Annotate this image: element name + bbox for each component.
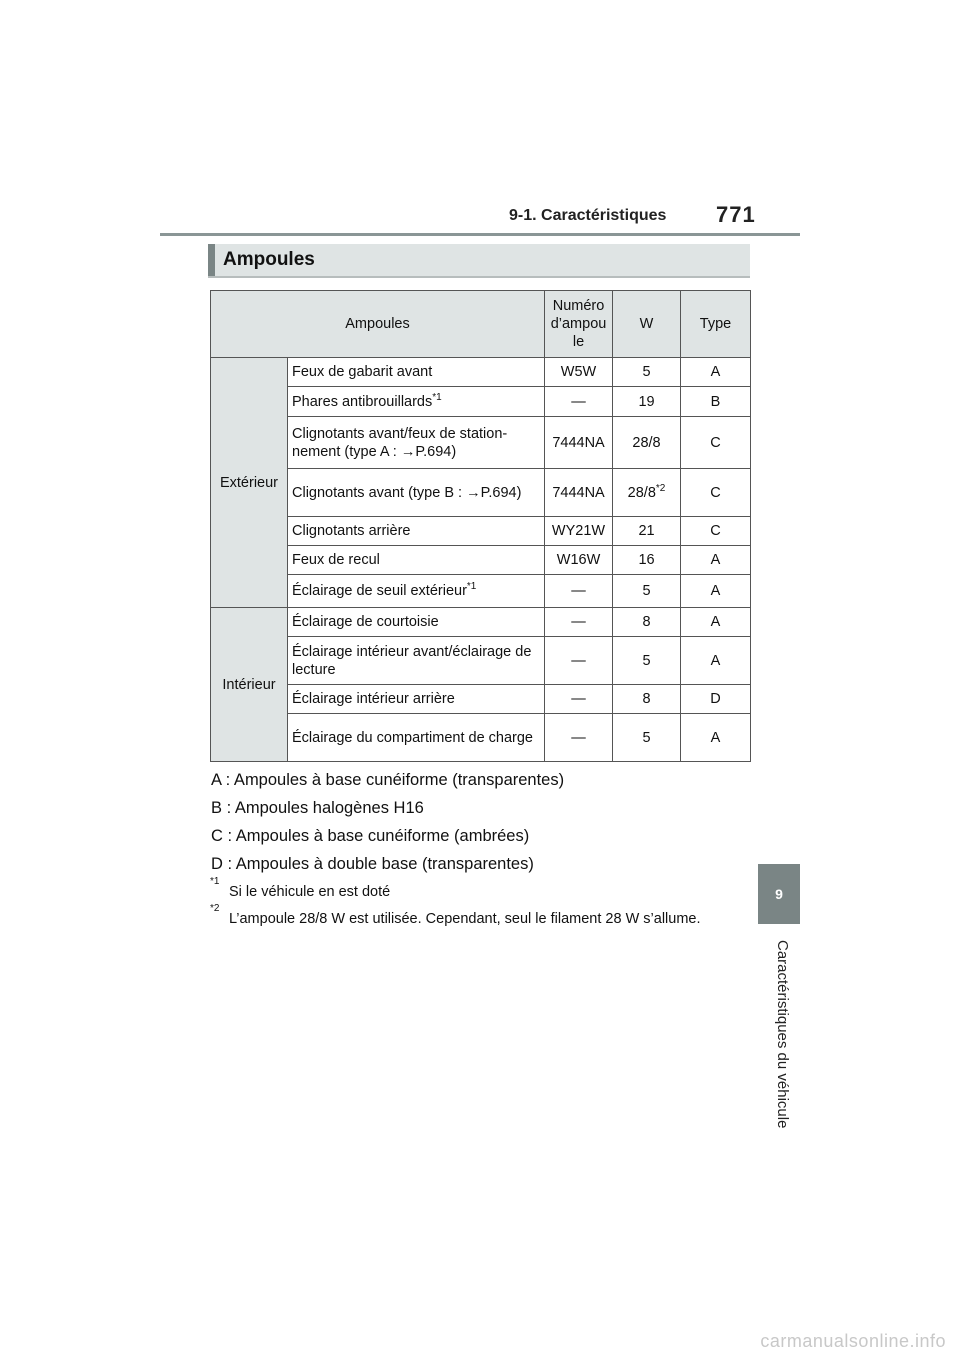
watermark: carmanualsonline.info (760, 1331, 946, 1351)
bulb-name: Feux de recul (288, 546, 545, 575)
legend-c: C : Ampoules à base cunéiforme (ambrées) (211, 827, 530, 845)
bulb-watt: 19 (613, 387, 681, 417)
table-row (211, 637, 751, 685)
bulb-number: 7444NA (545, 469, 613, 517)
header-bulbs: Ampoules (211, 291, 545, 358)
chapter-tab: 9 (758, 864, 800, 924)
chapter-title: Caractéristiques du véhicule (774, 940, 791, 1129)
bulbs-table (210, 290, 751, 762)
bulb-type: D (681, 685, 751, 714)
bulb-type: B (681, 387, 751, 417)
table-row (211, 387, 751, 417)
footnote-2: *2 L’ampoule 28/8 W est utilisée. Cependant, seul le filament 28 W s’allume. (210, 909, 710, 929)
table-row (211, 358, 751, 387)
bulb-watt-cell (613, 469, 681, 517)
bulb-number: 7444NA (545, 417, 613, 469)
bulb-watt: 5 (613, 637, 681, 685)
footnote-1: *1 Si le véhicule en est doté (210, 882, 710, 902)
table-row (211, 417, 751, 469)
table-header-row (211, 291, 751, 358)
header-divider (160, 233, 800, 236)
table-row (211, 608, 751, 637)
table-row (211, 517, 751, 546)
bulb-name: Éclairage de courtoisie (288, 608, 545, 637)
section-title: Ampoules (223, 249, 315, 270)
header-watt: W (613, 291, 681, 358)
bulb-name-cell (288, 387, 545, 417)
table-row (211, 714, 751, 762)
bulb-watt: 8 (613, 608, 681, 637)
table-row (211, 546, 751, 575)
bulb-type: A (681, 575, 751, 608)
bulb-name: Clignotants avant/feux de station-nement (type A : →P.694) (288, 417, 545, 469)
bulb-name: Phares antibrouillards (292, 393, 433, 410)
section-header: 9-1. Caractéristiques (509, 207, 667, 224)
bulb-number: — (545, 637, 613, 685)
bulb-name: Éclairage intérieur avant/éclairage de lecture (288, 637, 545, 685)
group-label-exterior: Extérieur (211, 358, 288, 608)
bulb-type: A (681, 546, 751, 575)
table-row (211, 469, 751, 517)
bulb-number: — (545, 387, 613, 417)
bulb-watt: 5 (613, 358, 681, 387)
bulb-name: Éclairage de seuil extérieur (292, 583, 467, 599)
bulb-type: C (681, 469, 751, 517)
bulb-watt: 28/8 (613, 417, 681, 469)
bulb-type: A (681, 637, 751, 685)
bulb-number: W16W (545, 546, 613, 575)
bulb-watt: 21 (613, 517, 681, 546)
bulb-type: A (681, 608, 751, 637)
bulb-watt: 5 (613, 714, 681, 762)
bulb-type: A (681, 358, 751, 387)
legend-a: A : Ampoules à base cunéiforme (transparentes) (211, 771, 565, 789)
bulb-name: Clignotants avant (type B : →P.694) (288, 469, 545, 517)
bulb-name: Feux de gabarit avant (288, 358, 545, 387)
bulb-type: C (681, 417, 751, 469)
footnote-text: L’ampoule 28/8 W est utilisée. Cependant, seul le filament 28 W s’allume. (229, 911, 701, 927)
bulb-number: — (545, 685, 613, 714)
footnote-mark: *1 (432, 391, 442, 403)
bulb-number: — (545, 575, 613, 608)
bulb-watt: 5 (613, 575, 681, 608)
legend-b: B : Ampoules halogènes H16 (211, 799, 424, 817)
bulb-watt: 28/8 (627, 484, 656, 501)
footnote-text: Si le véhicule en est doté (229, 884, 391, 900)
bulb-watt: 16 (613, 546, 681, 575)
bulb-name: Éclairage intérieur arrière (288, 685, 545, 714)
table-row (211, 575, 751, 608)
bulb-name: Éclairage du compartiment de charge (288, 714, 545, 762)
group-label-interior: Intérieur (211, 608, 288, 762)
section-accent (208, 244, 215, 276)
header-type: Type (681, 291, 751, 358)
section-title-bar (208, 244, 750, 278)
bulb-number: — (545, 608, 613, 637)
bulb-name-cell (288, 575, 545, 608)
footnote-mark: *1 (466, 581, 477, 593)
bulb-type: A (681, 714, 751, 762)
bulb-number: WY21W (545, 517, 613, 546)
bulb-name: Clignotants arrière (288, 517, 545, 546)
footnote-mark: *2 (655, 482, 666, 494)
bulb-type: C (681, 517, 751, 546)
bulb-number: W5W (545, 358, 613, 387)
table-row (211, 685, 751, 714)
bulb-watt: 8 (613, 685, 681, 714)
legend-d: D : Ampoules à double base (transparentes) (211, 855, 534, 873)
page-number: 771 (716, 202, 756, 227)
header-bulb-number: Numéro d’ampou le (545, 291, 613, 358)
bulb-number: — (545, 714, 613, 762)
